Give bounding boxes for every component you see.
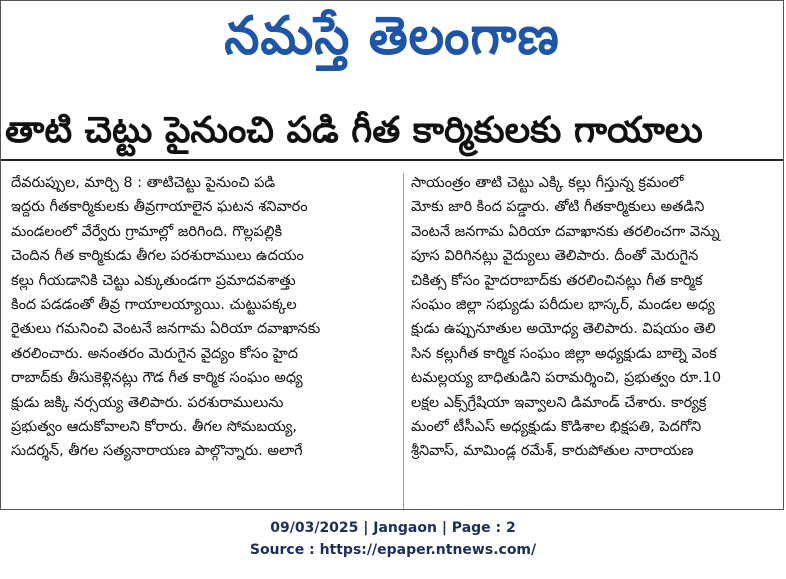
article-line: సిన కల్లుగీత కార్మిక సంఘం జిల్లా అధ్యక్షుడు బాల్నె వెంక xyxy=(411,345,717,362)
column-divider xyxy=(403,173,404,510)
article-line: రైతులు గమనించి వెంటనే జనగామ ఏరియా దవాఖానకు xyxy=(11,321,321,338)
article-line: మంలో టీసీఎస్ అధ్యక్షుడు కొడిశాల భిక్షపతి, పెదగోని xyxy=(411,419,702,436)
article-line: క్షుడు ఉప్పునూతుల అయోధ్య తెలిపారు. విషయం తెలి xyxy=(411,321,716,338)
article-line: లక్షల ఎక్స్‌గ్రేషియా ఇవ్వాలని డిమాండ్ చేశారు. కార్యక్ర xyxy=(411,394,707,411)
newspaper-logo: నమస్తే తెలంగాణ xyxy=(224,4,560,66)
article-line: చెందిన గీత కార్మికుడు తీగల పరశురాములు ఉదయం xyxy=(11,248,304,265)
article-line: కల్లు గీయడానికి చెట్టు ఎక్కుతుండగా ప్రమాదవశాత్తు xyxy=(11,272,296,289)
article-line: చికిత్స కోసం హైదరాబాద్‌కు తరలించినట్లు గీత కార్మిక xyxy=(411,272,703,289)
article-line: తరలించారు. అనంతరం మెరుగైన వైద్యం కోసం హైద xyxy=(11,345,299,362)
article-line: క్షుడు జక్కి నర్సయ్య తెలిపారు. పరశురాములును xyxy=(11,394,284,411)
article-column-right xyxy=(411,171,784,510)
article-line: సుదర్శన్, తీగల సత్యనారాయణ పాల్గొన్నారు. అలాగే xyxy=(11,443,303,460)
edition-info: 09/03/2025 | Jangaon | Page : 2 xyxy=(270,520,516,536)
article-headline: తాటి చెట్టు పైనుంచి పడి గీత కార్మికులకు గాయాలు xyxy=(5,110,703,151)
article-line: ప్రభుత్వం ఆదుకోవాలని కోరారు. తీగల సోమబయ్య, xyxy=(11,419,297,436)
article-line: కింద పడడంతో తీవ్ర గాయాలయ్యాయి. చుట్టుపక్కల xyxy=(11,297,297,314)
article-line: సాయంత్రం తాటి చెట్టు ఎక్కి కల్లు గీస్తున్న క్రమంలో xyxy=(411,175,684,191)
source-link[interactable]: Source : https://epaper.ntnews.com/ xyxy=(249,542,537,558)
article-line: మోకు జారి కింద పడ్డారు. తోటి గీతకార్మికులు అతడిని xyxy=(411,199,705,216)
article-line: టమల్లయ్య బాధితుడిని పరామర్శించి, ప్రభుత్వం రూ.10 xyxy=(411,370,722,387)
clipping-footer xyxy=(0,517,786,561)
headline-rule xyxy=(1,159,783,161)
article-column-left xyxy=(11,171,396,510)
article-line: మండలంలో వేర్వేరు గ్రామాల్లో జరిగింది. గొల్లపల్లికి xyxy=(11,223,283,240)
article-line: పూస విరిగినట్లు వైద్యులు తెలిపారు. దీంతో మెరుగైన xyxy=(411,248,699,265)
article-line: శ్రీనివాస్, మామిండ్ల రమేశ్, కారుపోతుల నారాయణ xyxy=(411,443,694,460)
article-line: ఇద్దరు గీతకార్మికులకు తీవ్రగాయాలైన ఘటన శనివారం xyxy=(11,199,308,216)
article-line: దేవరుప్పుల, మార్చి 8 : తాటిచెట్టు పైనుంచి పడి xyxy=(11,175,276,191)
masthead xyxy=(1,1,783,83)
article-line: సంఘం జిల్లా సభ్యుడు పరీదుల భాస్కర్, మండల అధ్య xyxy=(411,297,715,314)
article-line: వెంటనే జనగామ ఏరియా దవాఖానకు తరలించగా వెన్ను xyxy=(411,223,720,240)
article-line: రాబాద్‌కు తీసుకెళ్లినట్లు గౌడ గీత కార్మిక సంఘం అధ్య xyxy=(11,370,303,387)
